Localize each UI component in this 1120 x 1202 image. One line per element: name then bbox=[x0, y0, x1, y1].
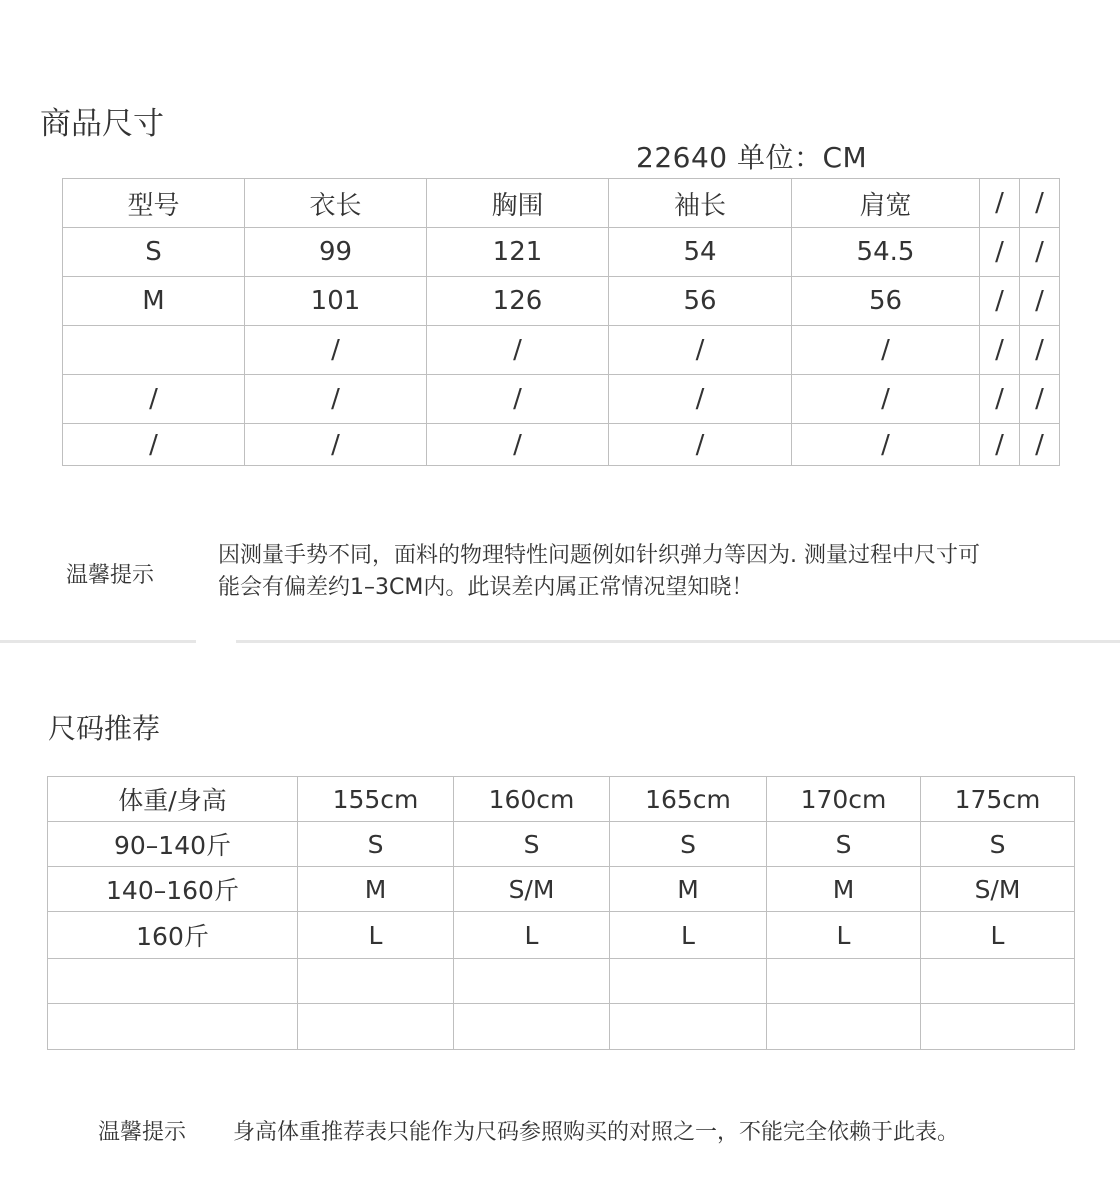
table-cell: / bbox=[245, 375, 427, 424]
table-cell: / bbox=[1020, 375, 1060, 424]
table-cell: 121 bbox=[427, 228, 609, 277]
table-cell bbox=[767, 1004, 921, 1050]
table-cell: 54.5 bbox=[792, 228, 980, 277]
table-cell: / bbox=[245, 424, 427, 466]
header-cell: 175cm bbox=[921, 777, 1075, 822]
header-cell: 170cm bbox=[767, 777, 921, 822]
header-cell: / bbox=[980, 179, 1020, 228]
table-cell: / bbox=[427, 326, 609, 375]
table-cell: / bbox=[427, 424, 609, 466]
table-cell: M bbox=[610, 867, 767, 912]
tip-label: 温馨提示 bbox=[98, 1120, 187, 1145]
table-cell bbox=[454, 1004, 610, 1050]
table-cell: / bbox=[980, 375, 1020, 424]
size-section-title: 商品尺寸 bbox=[40, 106, 164, 142]
table-cell: / bbox=[980, 228, 1020, 277]
table-cell: 101 bbox=[245, 277, 427, 326]
table-cell: S bbox=[298, 822, 454, 867]
table-cell: / bbox=[792, 326, 980, 375]
section-divider bbox=[236, 640, 1120, 643]
table-cell: 56 bbox=[609, 277, 792, 326]
table-cell: L bbox=[298, 912, 454, 959]
table-cell: / bbox=[427, 375, 609, 424]
table-cell bbox=[298, 1004, 454, 1050]
table-cell: S bbox=[610, 822, 767, 867]
table-cell: 140–160斤 bbox=[48, 867, 298, 912]
table-cell: M bbox=[767, 867, 921, 912]
table-cell: / bbox=[1020, 326, 1060, 375]
table-cell: / bbox=[63, 424, 245, 466]
table-cell: / bbox=[980, 277, 1020, 326]
table-cell: / bbox=[245, 326, 427, 375]
table-row bbox=[48, 867, 1075, 912]
tip-text: 身高体重推荐表只能作为尺码参照购买的对照之一，不能完全依赖于此表。 bbox=[233, 1120, 960, 1145]
table-cell: / bbox=[1020, 228, 1060, 277]
table-cell: S bbox=[767, 822, 921, 867]
table-cell: M bbox=[298, 867, 454, 912]
tip-line: 能会有偏差约1–3CM内。此误差内属正常情况望知晓！ bbox=[218, 575, 754, 600]
table-cell: / bbox=[792, 424, 980, 466]
table-row bbox=[63, 424, 1060, 466]
table-cell: / bbox=[1020, 277, 1060, 326]
recommend-section-title: 尺码推荐 bbox=[48, 712, 161, 745]
table-cell: 56 bbox=[792, 277, 980, 326]
header-cell: 衣长 bbox=[245, 179, 427, 228]
table-cell: S bbox=[454, 822, 610, 867]
table-cell bbox=[610, 1004, 767, 1050]
table-cell: 160斤 bbox=[48, 912, 298, 959]
section-divider bbox=[0, 640, 196, 643]
table-cell: / bbox=[792, 375, 980, 424]
table-cell bbox=[921, 1004, 1075, 1050]
tip-line: 因测量手势不同，面料的物理特性问题例如针织弹力等因为. 测量过程中尺寸可 bbox=[218, 543, 980, 568]
tip-text bbox=[218, 540, 1058, 604]
table-cell bbox=[610, 959, 767, 1004]
table-row bbox=[63, 277, 1060, 326]
table-cell: 54 bbox=[609, 228, 792, 277]
table-row bbox=[48, 912, 1075, 959]
table-cell: / bbox=[980, 326, 1020, 375]
header-cell: 袖长 bbox=[609, 179, 792, 228]
table-cell bbox=[48, 1004, 298, 1050]
table-cell bbox=[63, 326, 245, 375]
table-row bbox=[63, 375, 1060, 424]
table-cell: / bbox=[609, 424, 792, 466]
table-cell: S/M bbox=[454, 867, 610, 912]
table-header-row bbox=[48, 777, 1075, 822]
table-cell: L bbox=[767, 912, 921, 959]
header-cell: 胸围 bbox=[427, 179, 609, 228]
header-cell: 型号 bbox=[63, 179, 245, 228]
table-row bbox=[63, 228, 1060, 277]
table-cell: / bbox=[63, 375, 245, 424]
tip-label: 温馨提示 bbox=[66, 563, 155, 588]
size-table bbox=[62, 178, 1060, 466]
table-cell bbox=[298, 959, 454, 1004]
table-cell: L bbox=[921, 912, 1075, 959]
table-cell bbox=[921, 959, 1075, 1004]
table-cell bbox=[48, 959, 298, 1004]
header-cell: 165cm bbox=[610, 777, 767, 822]
header-cell: 160cm bbox=[454, 777, 610, 822]
table-cell: S bbox=[63, 228, 245, 277]
table-row bbox=[48, 959, 1075, 1004]
table-cell: S/M bbox=[921, 867, 1075, 912]
product-code-unit: 22640 单位：CM bbox=[636, 141, 868, 174]
table-cell: / bbox=[980, 424, 1020, 466]
table-cell: S bbox=[921, 822, 1075, 867]
table-cell: 90–140斤 bbox=[48, 822, 298, 867]
table-cell: 99 bbox=[245, 228, 427, 277]
table-cell: L bbox=[610, 912, 767, 959]
header-cell: 155cm bbox=[298, 777, 454, 822]
size-recommend-table bbox=[47, 776, 1075, 1050]
table-cell: M bbox=[63, 277, 245, 326]
header-cell: / bbox=[1020, 179, 1060, 228]
table-cell: L bbox=[454, 912, 610, 959]
table-row bbox=[63, 326, 1060, 375]
table-row bbox=[48, 822, 1075, 867]
table-cell: 126 bbox=[427, 277, 609, 326]
table-cell bbox=[454, 959, 610, 1004]
table-header-row bbox=[63, 179, 1060, 228]
table-cell: / bbox=[609, 326, 792, 375]
table-cell bbox=[767, 959, 921, 1004]
table-cell: / bbox=[1020, 424, 1060, 466]
header-cell: 肩宽 bbox=[792, 179, 980, 228]
table-row bbox=[48, 1004, 1075, 1050]
table-cell: / bbox=[609, 375, 792, 424]
header-cell: 体重/身高 bbox=[48, 777, 298, 822]
